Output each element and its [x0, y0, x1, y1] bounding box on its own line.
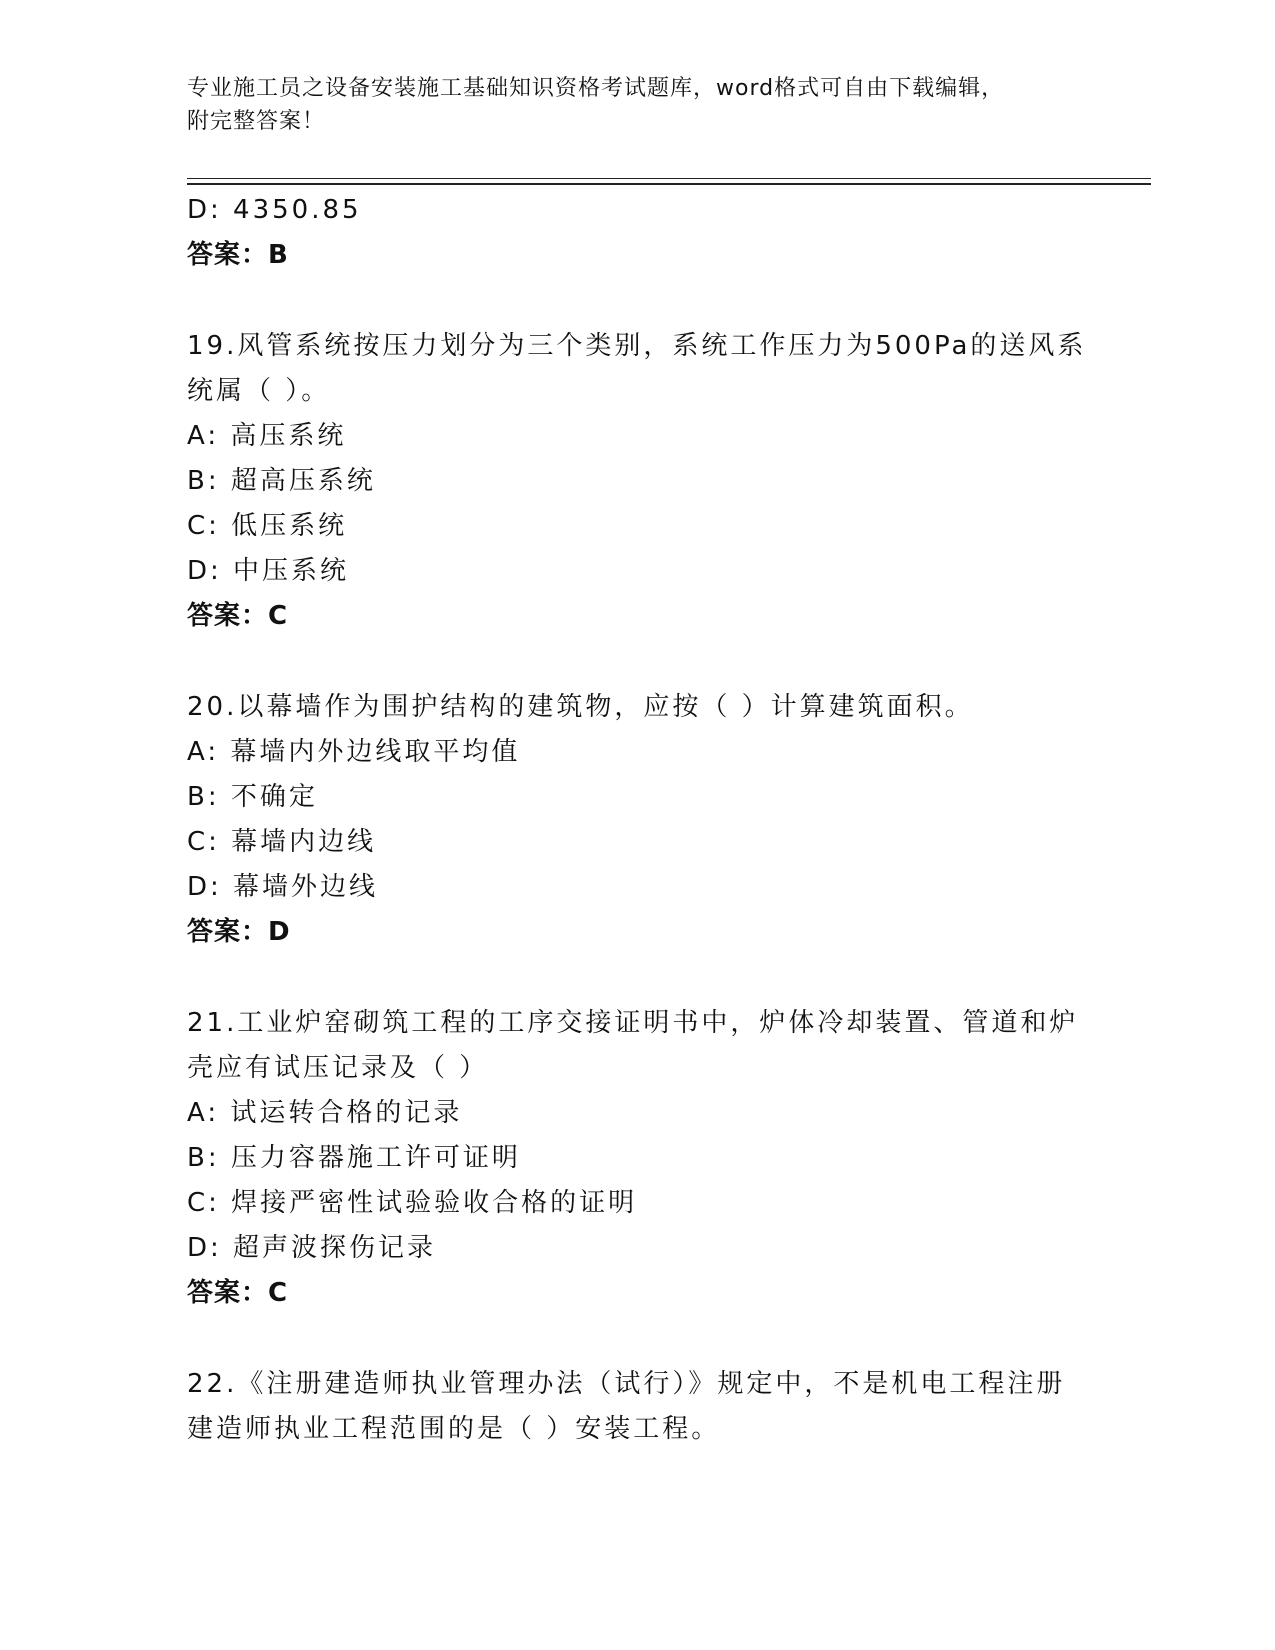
- question-21-option-d: D: 超声波探伤记录: [187, 1233, 437, 1263]
- question-21-option-a: A: 试运转合格的记录: [187, 1098, 463, 1128]
- question-21-option-b: B: 压力容器施工许可证明: [187, 1143, 521, 1173]
- question-20-answer: 答案：D: [187, 917, 291, 947]
- header-rule-thick: [187, 183, 1151, 185]
- question-22: [187, 1362, 1087, 1452]
- question-22-text-line-1: 22.《注册建造师执业管理办法（试行）》规定中，不是机电工程注册: [187, 1369, 1066, 1399]
- header-rule-thin: [187, 178, 1151, 179]
- question-19-option-b: B: 超高压系统: [187, 466, 376, 496]
- question-19-answer: 答案：C: [187, 601, 289, 631]
- question-21-option-c: C: 焊接严密性试验验收合格的证明: [187, 1188, 638, 1218]
- question-21-answer: 答案：C: [187, 1278, 289, 1308]
- question-21-text-line-1: 21.工业炉窑砌筑工程的工序交接证明书中，炉体冷却装置、管道和炉: [187, 1008, 1079, 1038]
- question-21-text-line-2: 壳应有试压记录及（ ）: [187, 1053, 489, 1083]
- document-header: [187, 72, 1067, 138]
- spacer: [187, 955, 1087, 1001]
- question-19: [187, 324, 1087, 639]
- question-20-option-b: B: 不确定: [187, 782, 318, 812]
- prev-answer: 答案：B: [187, 240, 289, 270]
- spacer: [187, 1316, 1087, 1362]
- question-21: [187, 1001, 1087, 1316]
- question-20: [187, 685, 1087, 955]
- question-22-text-line-2: 建造师执业工程范围的是（ ）安装工程。: [187, 1414, 721, 1444]
- prev-option-d: D: 4350.85: [187, 195, 362, 225]
- header-line-2: 附完整答案！: [187, 109, 326, 134]
- spacer: [187, 639, 1087, 685]
- spacer: [187, 278, 1087, 324]
- question-19-option-c: C: 低压系统: [187, 511, 348, 541]
- question-19-option-a: A: 高压系统: [187, 421, 347, 451]
- question-19-text-line-1: 19.风管系统按压力划分为三个类别，系统工作压力为500Pa的送风系: [187, 331, 1087, 361]
- document-body: [187, 188, 1087, 1452]
- question-19-text-line-2: 统属（ ）。: [187, 376, 331, 406]
- question-20-option-a: A: 幕墙内外边线取平均值: [187, 737, 521, 767]
- header-line-1: 专业施工员之设备安装施工基础知识资格考试题库，word格式可自由下载编辑，: [187, 76, 1005, 101]
- question-20-text-line-1: 20.以幕墙作为围护结构的建筑物，应按（ ）计算建筑面积。: [187, 692, 974, 722]
- question-19-option-d: D: 中压系统: [187, 556, 350, 586]
- question-20-option-c: C: 幕墙内边线: [187, 827, 377, 857]
- question-20-option-d: D: 幕墙外边线: [187, 872, 379, 902]
